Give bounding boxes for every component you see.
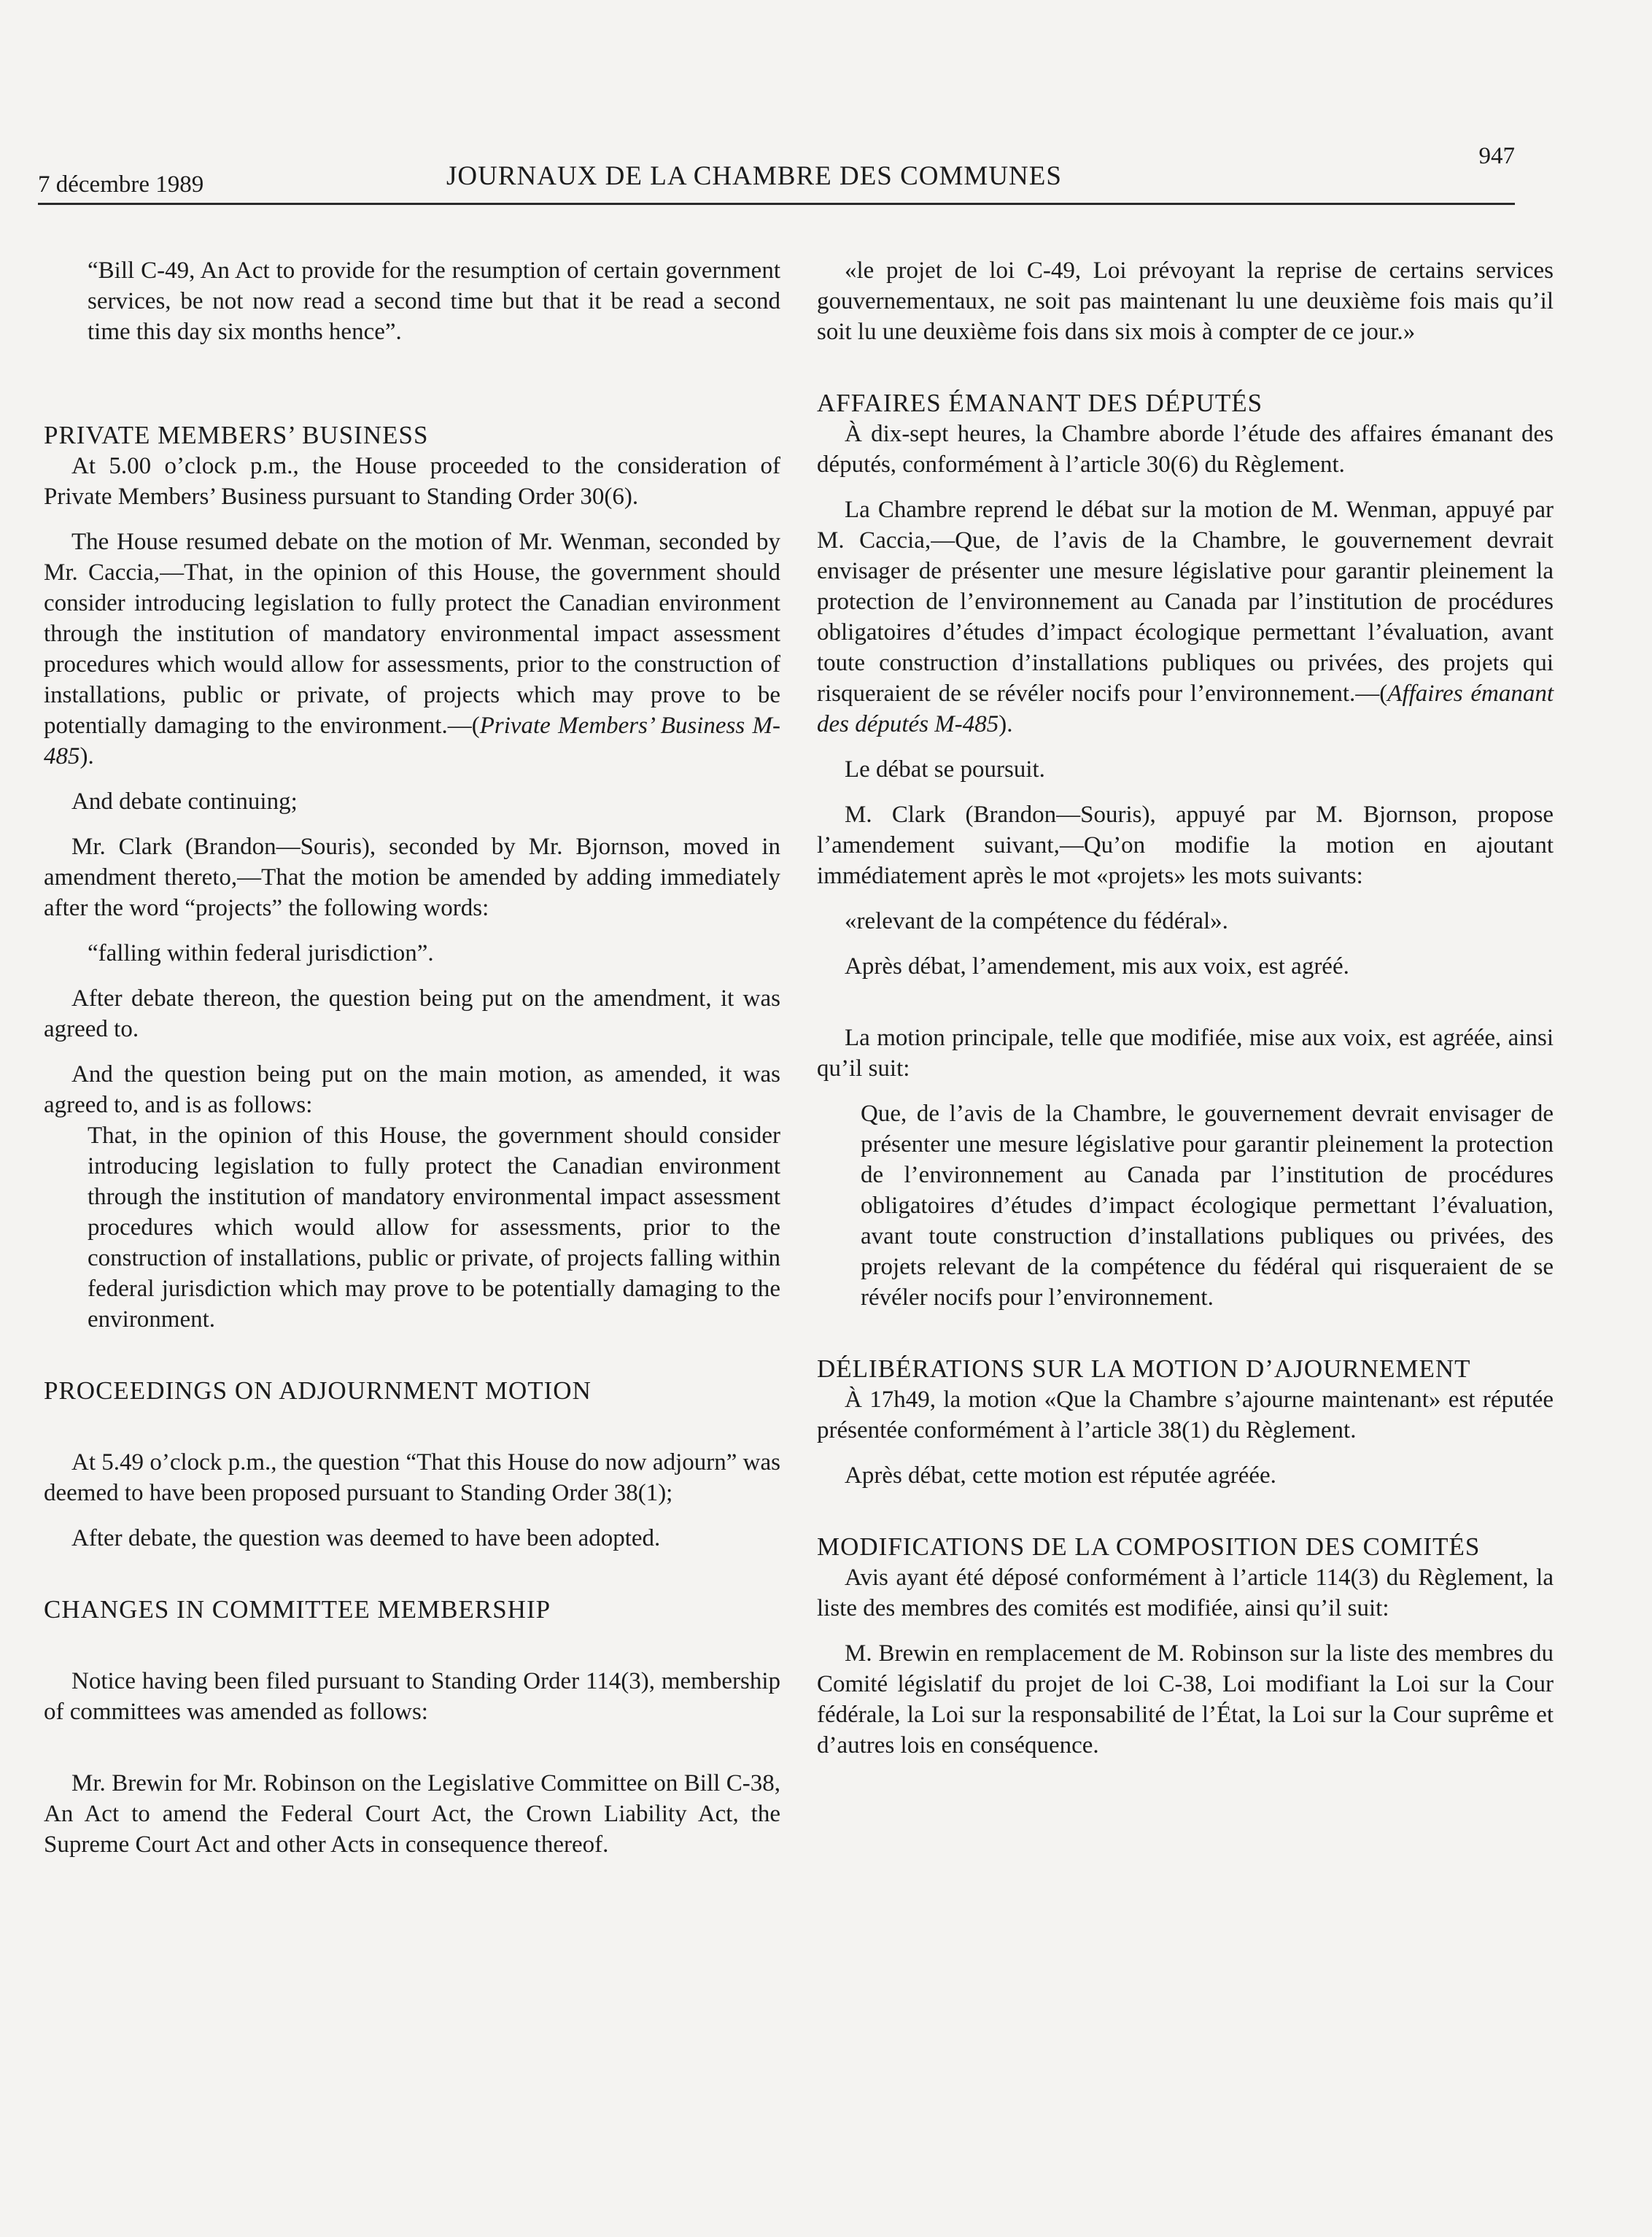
amendment-paragraph: Mr. Clark (Brandon—Souris), seconded by Mr. Bjornson, moved in amendment thereto,—That the motion be amended by adding immediately after the word “projects” the following words: [44,834,780,921]
committee-change: Mr. Brewin for Mr. Robinson on the Legislative Committee on Bill C-38, An Act to amend the Federal Court Act, the Crown Liability Act, the Supreme Court Act and other Acts in consequence thereof. [44,1770,780,1858]
committee-change-fr: M. Brewin en remplacement de M. Robinson sur la liste des membres du Comité législatif du projet de loi C-38, Loi modifiant la Loi sur la Cour fédérale, la Loi sur la responsabilité de l’État, la Loi sur la Cour suprême et d’autres lois en conséquence. [817,1640,1554,1759]
committee-heading: CHANGES IN COMMITTEE MEMBERSHIP [44,1595,551,1624]
english-column [44,255,780,1860]
adjournment-heading: PROCEEDINGS ON ADJOURNMENT MOTION [44,1376,592,1405]
motion-as-amended-fr: Que, de l’avis de la Chambre, le gouvernement devrait envisager de présenter une mesure législative pour garantir pleinement la protection de l’environnement au Canada par l’institution de procédures obligatoires d’études d’impact écologique permettant l’évaluation, avant toute construction d’installations publiques ou privées, des projets relevant de la compétence du fédéral qui risqueraient de se révéler nocifs pour l’environnement. [861,1101,1554,1311]
resumed-debate-text-fr: La Chambre reprend le débat sur la motion de M. Wenman, appuyé par M. Caccia,—Que, de l’avis de la Chambre, le gouvernement devrait envisager de présenter une mesure législative pour garantir pleinement la protection de l’environnement au Canada par l’institution de procédures obligatoires d’études d’impact écologique permettant l’évaluation, avant toute construction d’installations publiques ou privées, des projets qui risqueraient de se révéler nocifs pour l’environnement.—( [817,497,1554,707]
sitting-time-paragraph: At 5.00 o’clock p.m., the House proceeded to the consideration of Private Members’ Business pursuant to Standing Order 30(6). [44,453,780,510]
private-members-heading: PRIVATE MEMBERS’ BUSINESS [44,421,429,449]
amendment-agreed: After debate thereon, the question being put on the amendment, it was agreed to. [44,985,780,1042]
header-rule [38,203,1515,205]
french-column [817,255,1554,1761]
committee-notice-fr: Avis ayant été déposé conformément à l’article 114(3) du Règlement, la liste des membres des comités est modifiée, ainsi qu’il suit: [817,1565,1554,1621]
resumed-debate-end-fr: ). [998,711,1013,737]
committee-heading-fr: MODIFICATIONS DE LA COMPOSITION DES COMITÉS [817,1532,1481,1561]
page-number: 947 [1478,143,1515,169]
bill-c49-quote: “Bill C-49, An Act to provide for the resumption of certain government services, be not now read a second time but that it be read a second time this day six months hence”. [88,257,780,345]
amendment-paragraph-fr: M. Clark (Brandon—Souris), appuyé par M. Bjornson, propose l’amendement suivant,—Qu’on modifie la motion en ajoutant immédiatement après le mot «projets» les mots suivants: [817,802,1554,889]
resumed-debate-text: The House resumed debate on the motion of Mr. Wenman, seconded by Mr. Caccia,—That, in the opinion of this House, the government should consider introducing legislation to fully protect the Canadian environment through the institution of mandatory environmental impact assessment procedures which would allow for assessments, prior to the construction of installations, public or private, of projects which may prove to be potentially damaging to the environment.—( [44,529,780,739]
resumed-debate-end: ). [80,743,94,769]
sitting-time-paragraph-fr: À dix-sept heures, la Chambre aborde l’étude des affaires émanant des députés, conformément à l’article 30(6) du Règlement. [817,421,1554,478]
amendment-words: “falling within federal jurisdiction”. [88,940,434,966]
adjournment-adopted-fr: Après débat, cette motion est réputée agréée. [845,1462,1276,1489]
bill-c49-quote-fr: «le projet de loi C-49, Loi prévoyant la reprise de certains services gouvernementaux, ne soit pas maintenant lu une deuxième fois mais qu’il soit lu une deuxième fois dans six mois à compter de ce jour.» [817,257,1554,345]
page-header [38,139,1515,204]
header-date: 7 décembre 1989 [38,171,204,198]
main-motion-paragraph-fr: La motion principale, telle que modifiée, mise aux voix, est agréée, ainsi qu’il suit: [817,1025,1554,1082]
main-motion-paragraph: And the question being put on the main motion, as amended, it was agreed to, and is as follows: [44,1061,780,1118]
resumed-debate-paragraph-fr [817,495,1554,740]
amendment-words-fr: «relevant de la compétence du fédéral». [845,908,1228,934]
adjournment-adopted: After debate, the question was deemed to have been adopted. [71,1525,661,1551]
amendment-agreed-fr: Après débat, l’amendement, mis aux voix, est agréé. [845,953,1349,980]
header-title: JOURNAUX DE LA CHAMBRE DES COMMUNES [446,161,1062,191]
motion-as-amended: That, in the opinion of this House, the government should consider introducing legislation to fully protect the Canadian environment through the institution of mandatory environmental impact assessment procedures which would allow for assessments, prior to the construction of installations, public or private, of projects falling within federal jurisdiction which may prove to be potentially damaging to the environment. [88,1123,780,1333]
adjournment-paragraph-fr: À 17h49, la motion «Que la Chambre s’ajourne maintenant» est réputée présentée conformément à l’article 38(1) du Règlement. [817,1387,1554,1443]
adjournment-paragraph: At 5.49 o’clock p.m., the question “That this House do now adjourn” was deemed to have been proposed pursuant to Standing Order 38(1); [44,1449,780,1506]
motion-reference-fr: Affaires émanant des députés M-485 [817,681,1554,737]
resumed-debate-paragraph [44,527,780,772]
motion-reference: Private Members’ Business M-485 [44,713,781,769]
debate-continuing: And debate continuing; [71,788,298,815]
committee-notice: Notice having been filed pursuant to Standing Order 114(3), membership of committees was amended as follows: [44,1668,780,1725]
adjournment-heading-fr: DÉLIBÉRATIONS SUR LA MOTION D’AJOURNEMENT [817,1354,1471,1383]
private-members-heading-fr: AFFAIRES ÉMANANT DES DÉPUTÉS [817,389,1263,417]
debate-continuing-fr: Le débat se poursuit. [845,756,1045,783]
